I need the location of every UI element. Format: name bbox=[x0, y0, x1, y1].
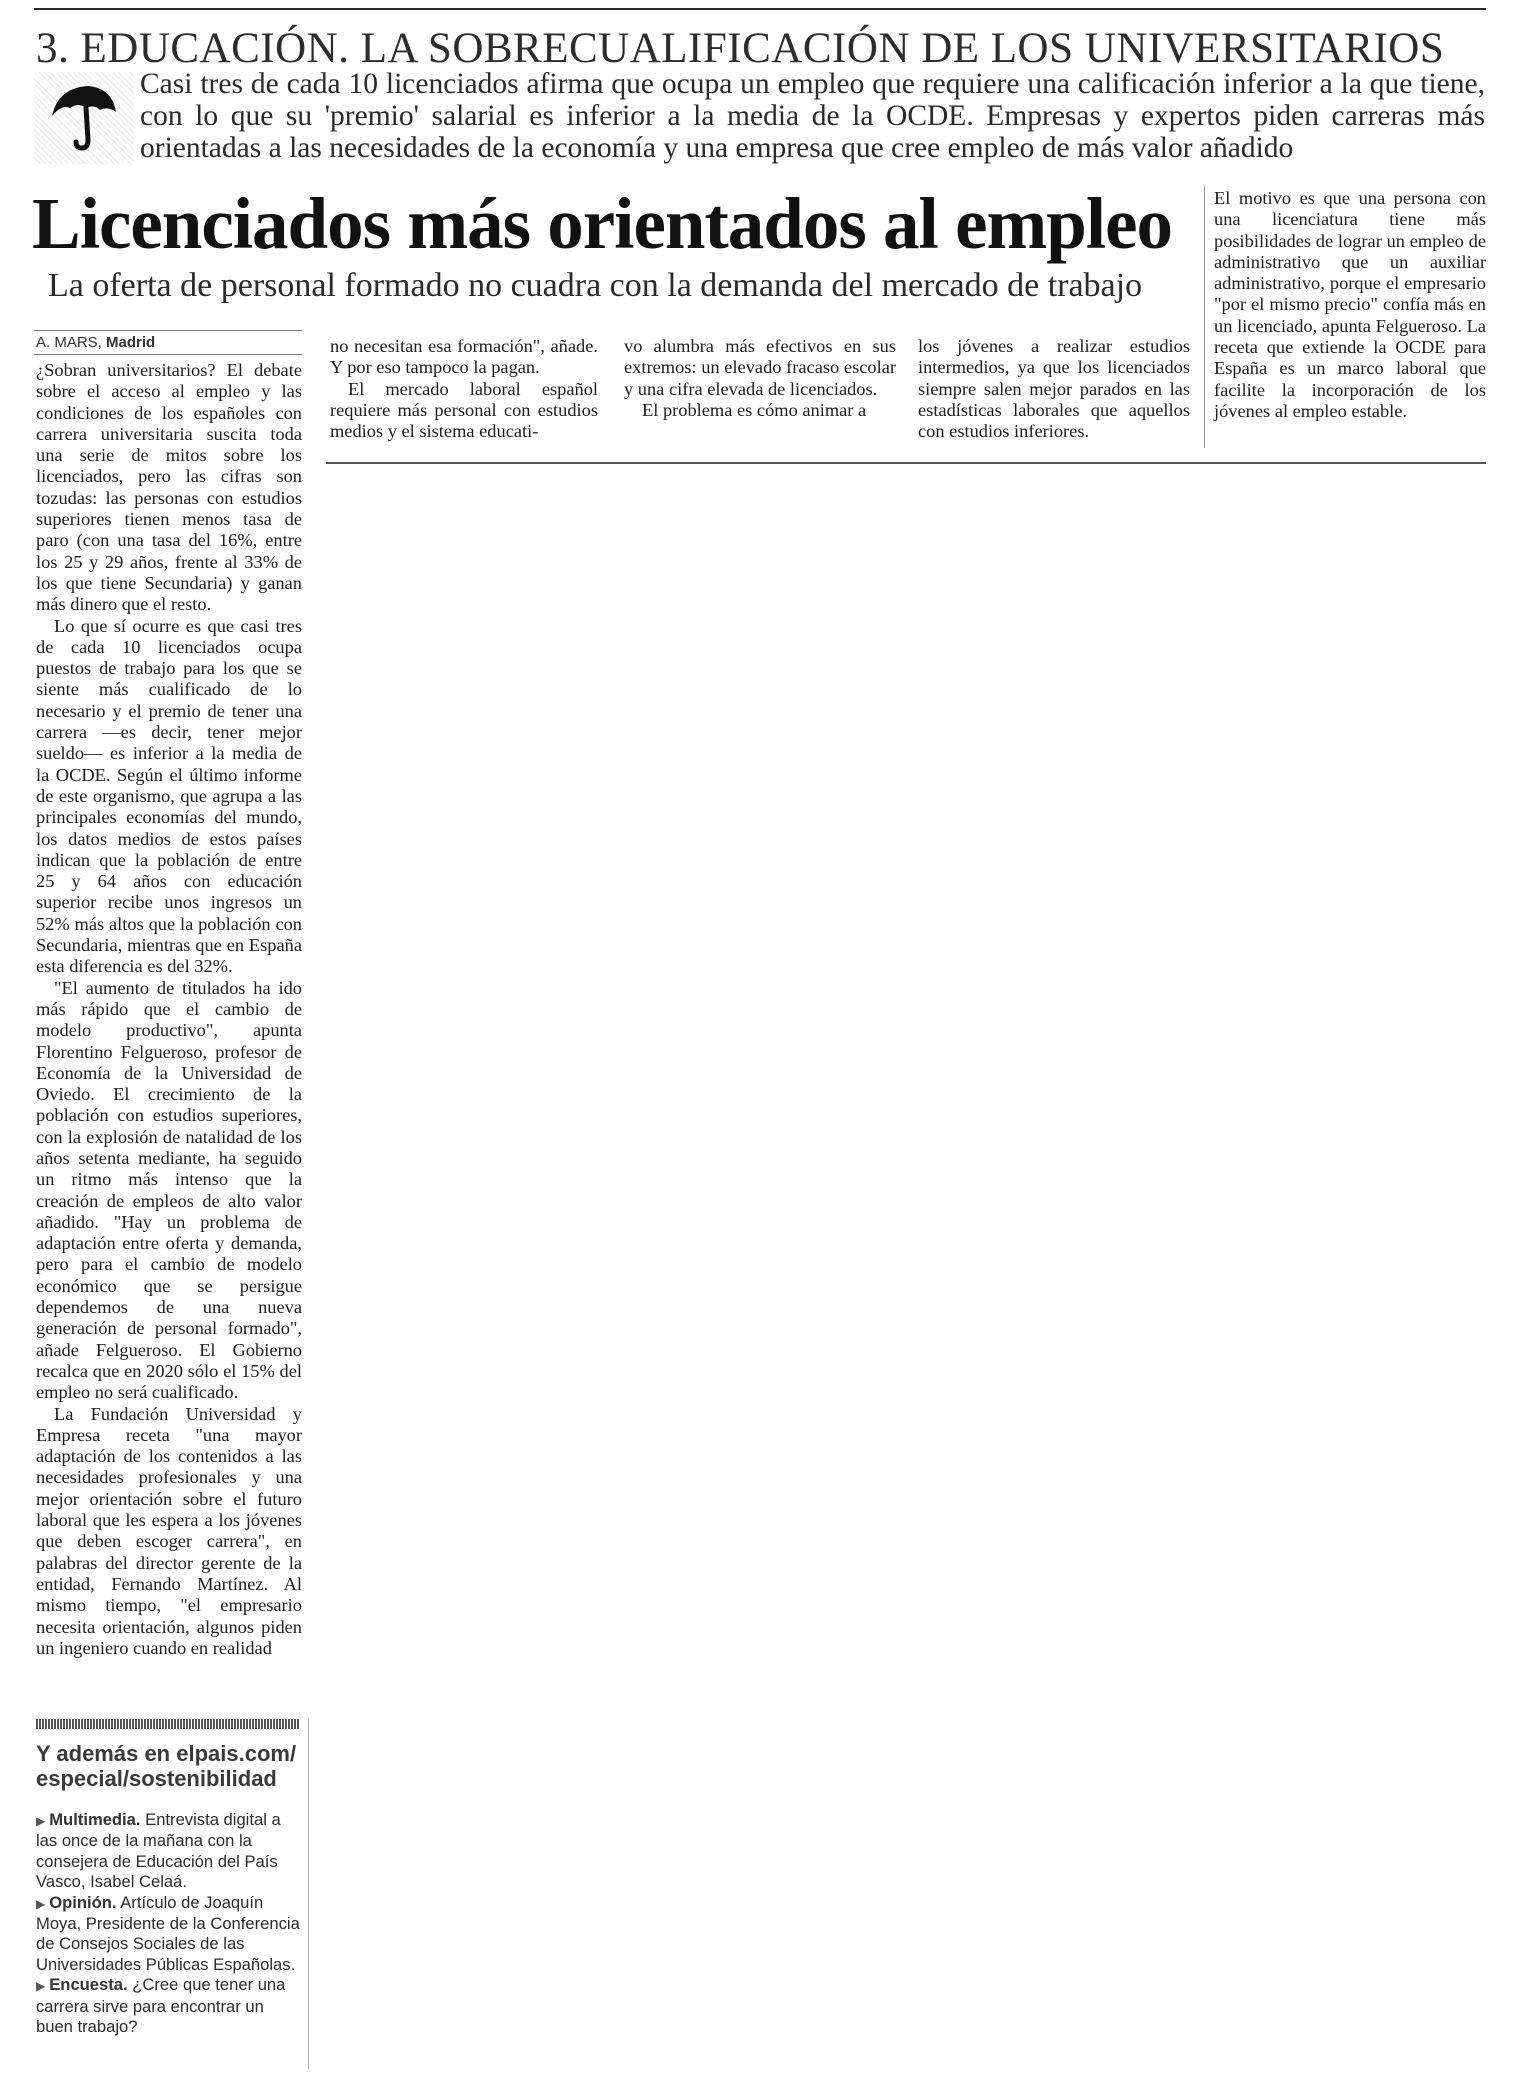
umbrella-icon bbox=[48, 82, 120, 156]
extra-box-right-rule bbox=[308, 1719, 309, 2069]
column-2-paragraph-2: El mercado laboral español requiere más personal con estudios medios y el sistema educati- bbox=[330, 378, 598, 442]
columns-bottom-rule bbox=[326, 462, 1486, 464]
column-4 bbox=[918, 336, 1190, 442]
extra-item-multimedia bbox=[36, 1810, 304, 1893]
headline: Licenciados más orientados al empleo bbox=[32, 183, 1173, 264]
extra-item-text: Artículo de Joaquín Moya, Presidente de la Conferencia de Consejos Sociales de las Universidades Públicas Españolas. bbox=[36, 1892, 300, 1974]
lead-paragraph: Casi tres de cada 10 licenciados afirma que ocupa un empleo que requiere una calificación inferior a la que tiene, con lo que su 'premio' salarial es inferior a la media de la OCDE. Empresas y expertos piden carreras más orientadas a las necesidades de la economía y una empresa que cree empleo de más valor añadido bbox=[140, 68, 1485, 164]
section-title: 3. EDUCACIÓN. LA SOBRECUALIFICACIÓN DE LOS UNIVERSITARIOS bbox=[36, 25, 1445, 72]
extra-item-text: ¿Cree que tener una carrera sirve para encontrar un buen trabajo? bbox=[36, 1975, 286, 2037]
byline bbox=[36, 334, 300, 352]
extra-item-label: Opinión. bbox=[49, 1892, 117, 1912]
triangle-bullet-icon: ▶ bbox=[36, 1979, 46, 1994]
sidebar-text: El motivo es que una persona con una licenciatura tiene más posibilidades de lograr un empleo de administrativo que un auxiliar administrativo, porque el empresario "por el mismo precio" confía más en un licenciado, apunta Felgueroso. La receta que extiende la OCDE para España es un marco laboral que facilite la incorporación de los jóvenes al empleo estable. bbox=[1214, 188, 1486, 421]
column-3-paragraph-1: vo alumbra más efectivos en sus extremos: un elevado fracaso escolar y una cifra elevada de licenciados. bbox=[624, 336, 896, 399]
extra-item-text: Entrevista digital a las once de la mañana con la consejera de Educación del País Vasco, Isabel Celaá. bbox=[36, 1810, 281, 1892]
extra-item-label: Encuesta. bbox=[49, 1975, 128, 1995]
column-3 bbox=[624, 336, 896, 421]
byline-rule-top bbox=[34, 330, 302, 331]
column-1-paragraph-4: La Fundación Universidad y Empresa receta "una mayor adaptación de los contenidos a las necesidades profesionales y una mejor orientación sobre el futuro laboral que les espera a los jóvenes que deben escoger carrera", en palabras del director gerente de la entidad, Fernando Martínez. Al mismo tiempo, "el empresario necesita orientación, algunos piden un ingeniero cuando en realidad bbox=[36, 1403, 302, 1658]
byline-city: Madrid bbox=[106, 334, 156, 351]
section-icon-box bbox=[34, 72, 134, 164]
top-rule bbox=[34, 8, 1486, 10]
byline-author: A. MARS, bbox=[36, 334, 102, 351]
subheadline: La oferta de personal formado no cuadra con la demanda del mercado de trabajo bbox=[48, 267, 1143, 304]
triangle-bullet-icon: ▶ bbox=[36, 1896, 46, 1911]
extra-item-opinion bbox=[36, 1893, 304, 1976]
triangle-bullet-icon: ▶ bbox=[36, 1814, 46, 1828]
column-4-paragraph-1: los jóvenes a realizar estudios intermedios, ya que los licenciados siempre salen mejor parados en las estadísticas laborales que aquellos con estudios inferiores. bbox=[918, 336, 1190, 442]
column-2-paragraph-1: no necesitan esa formación", añade. Y por eso tampoco la pagan. bbox=[330, 336, 598, 378]
extra-item-label: Multimedia. bbox=[49, 1810, 141, 1829]
extra-box-hatch-rule bbox=[36, 1719, 300, 1729]
extra-item-encuesta bbox=[36, 1975, 304, 2037]
extra-box-title: Y además en elpais.com/ especial/sostenibilidad bbox=[36, 1741, 297, 1791]
byline-rule-bottom bbox=[34, 354, 302, 355]
column-1-paragraph-1: ¿Sobran universitarios? El debate sobre el acceso al empleo y las condiciones de los españoles con carrera universitaria suscita toda una serie de mitos sobre los licenciados, pero las cifras son tozudas: las personas con estudios superiores tienen menos tasa de paro (con una tasa del 16%, entre los 25 y 29 años, frente al 33% de los que tiene Secundaria) y ganan más dinero que el resto. bbox=[36, 360, 302, 615]
column-1 bbox=[36, 360, 302, 1659]
extra-box-list bbox=[36, 1810, 304, 2037]
column-3-paragraph-2: El problema es cómo animar a bbox=[642, 399, 867, 420]
column-1-paragraph-2: Lo que sí ocurre es que casi tres de cada 10 licenciados ocupa puestos de trabajo para los que se siente más cualificado de lo necesario y el premio de tener una carrera —es decir, tener mejor sueldo— es inferior a la media de la OCDE. Según el último informe de este organismo, que agrupa a las principales economías del mundo, los datos medios de estos países indican que la población de entre 25 y 64 años con educación superior recibe unos ingresos un 52% más altos que la población con Secundaria, mientras que en España esta diferencia es del 32%. bbox=[36, 615, 302, 977]
column-1-paragraph-3: "El aumento de titulados ha ido más rápido que el cambio de modelo productivo", apunta Florentino Felgueroso, profesor de Economía de la Universidad de Oviedo. El crecimiento de la población con estudios superiores, con la explosión de natalidad de los años setenta mediante, ha seguido un ritmo más intenso que la creación de empleos de alto valor añadido. "Hay un problema de adaptación entre oferta y demanda, pero para el cambio de modelo económico que se persigue dependemos de una nueva generación de personal formado", añade Felgueroso. El Gobierno recalca que en 2020 sólo el 15% del empleo no será cualificado. bbox=[36, 977, 302, 1403]
column-2 bbox=[330, 336, 598, 442]
